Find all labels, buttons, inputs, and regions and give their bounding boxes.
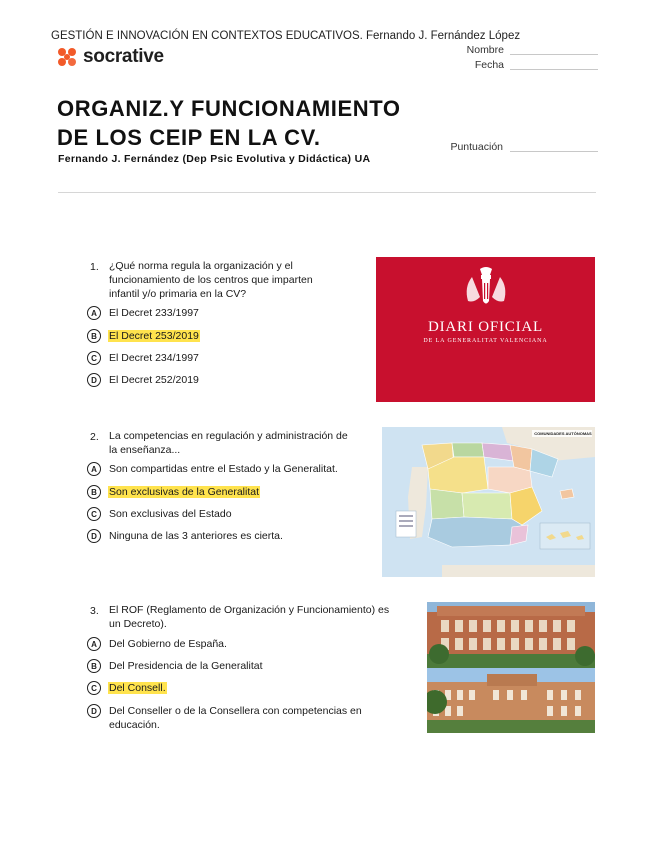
question-text: ¿Qué norma regula la organización y el funcionamiento de los centros que imparten infantil y/o primaria en la CV? — [109, 260, 313, 300]
option-text-highlighted: Del Consell. — [109, 682, 166, 694]
option-text: Del Gobierno de España. — [109, 638, 227, 650]
socrative-logo-icon — [57, 47, 78, 68]
question-text: La competencias en regulación y administración de la enseñanza... — [109, 430, 348, 456]
option-d[interactable] — [87, 529, 284, 543]
course-header: GESTIÓN E INNOVACIÓN EN CONTEXTOS EDUCATIVOS. Fernando J. Fernández López — [51, 30, 521, 42]
option-text: El Decret 233/1997 — [109, 307, 199, 319]
option-letter-badge: C — [87, 351, 101, 365]
question-number: 2. — [90, 431, 99, 443]
divider — [58, 192, 596, 193]
option-a[interactable] — [87, 462, 339, 476]
diari-oficial-image — [376, 257, 595, 402]
option-c[interactable] — [87, 507, 233, 521]
option-a[interactable] — [87, 306, 200, 320]
score-label: Puntuación — [450, 141, 503, 153]
question-text: El ROF (Reglamento de Organización y Funcionamiento) es un Decreto). — [109, 604, 390, 630]
title-line-1: ORGANIZ.Y FUNCIONAMIENTO — [57, 96, 401, 121]
question-number: 3. — [90, 605, 99, 617]
option-letter-badge: B — [87, 329, 101, 343]
option-letter-badge: A — [87, 462, 101, 476]
option-c[interactable] — [87, 681, 167, 695]
title-line-2: DE LOS CEIP EN LA CV. — [57, 125, 321, 150]
date-label: Fecha — [474, 59, 504, 71]
building-photo-icon — [427, 602, 595, 733]
option-d[interactable] — [87, 373, 200, 387]
diari-title: DIARI OFICIAL — [428, 319, 543, 335]
option-text: Son compartidas entre el Estado y la Generalitat. — [109, 463, 338, 475]
spain-map-icon — [382, 427, 595, 577]
option-letter-badge: B — [87, 659, 101, 673]
option-c[interactable] — [87, 351, 200, 365]
option-text-highlighted: Son exclusivas de la Generalitat — [109, 486, 259, 498]
score-field[interactable] — [510, 141, 598, 152]
option-b[interactable] — [87, 329, 200, 343]
option-text: Del Presidencia de la Generalitat — [109, 660, 263, 672]
option-letter-badge: B — [87, 485, 101, 499]
option-letter-badge: A — [87, 306, 101, 320]
logo-wordmark: socrative — [83, 46, 164, 67]
option-text: El Decret 234/1997 — [109, 352, 199, 364]
option-letter-badge: C — [87, 507, 101, 521]
option-letter-badge: D — [87, 704, 101, 718]
option-text: El Decret 252/2019 — [109, 374, 199, 386]
name-label: Nombre — [466, 44, 504, 56]
option-letter-badge: C — [87, 681, 101, 695]
option-letter-badge: D — [87, 373, 101, 387]
page-title — [57, 94, 401, 152]
spain-autonomous-communities-map — [382, 427, 595, 577]
name-field[interactable] — [510, 44, 598, 55]
option-text: Son exclusivas del Estado — [109, 508, 232, 520]
building-photos — [427, 602, 595, 733]
option-d[interactable] — [87, 704, 363, 732]
socrative-logo — [57, 46, 164, 68]
map-title: COMUNIDADES AUTÓNOMAS — [534, 431, 592, 436]
option-letter-badge: D — [87, 529, 101, 543]
option-b[interactable] — [87, 485, 260, 499]
page-subtitle: Fernando J. Fernández (Dep Psic Evolutiva y Didáctica) UA — [58, 153, 371, 165]
option-b[interactable] — [87, 659, 264, 673]
option-a[interactable] — [87, 637, 228, 651]
diari-subtitle: DE LA GENERALITAT VALENCIANA — [423, 338, 548, 344]
question-number: 1. — [90, 261, 99, 273]
date-field[interactable] — [510, 59, 598, 70]
option-letter-badge: A — [87, 637, 101, 651]
option-text: Del Conseller o de la Consellera con competencias en educación. — [109, 705, 362, 731]
option-text-highlighted: El Decret 253/2019 — [109, 330, 199, 342]
option-text: Ninguna de las 3 anteriores es cierta. — [109, 530, 283, 542]
